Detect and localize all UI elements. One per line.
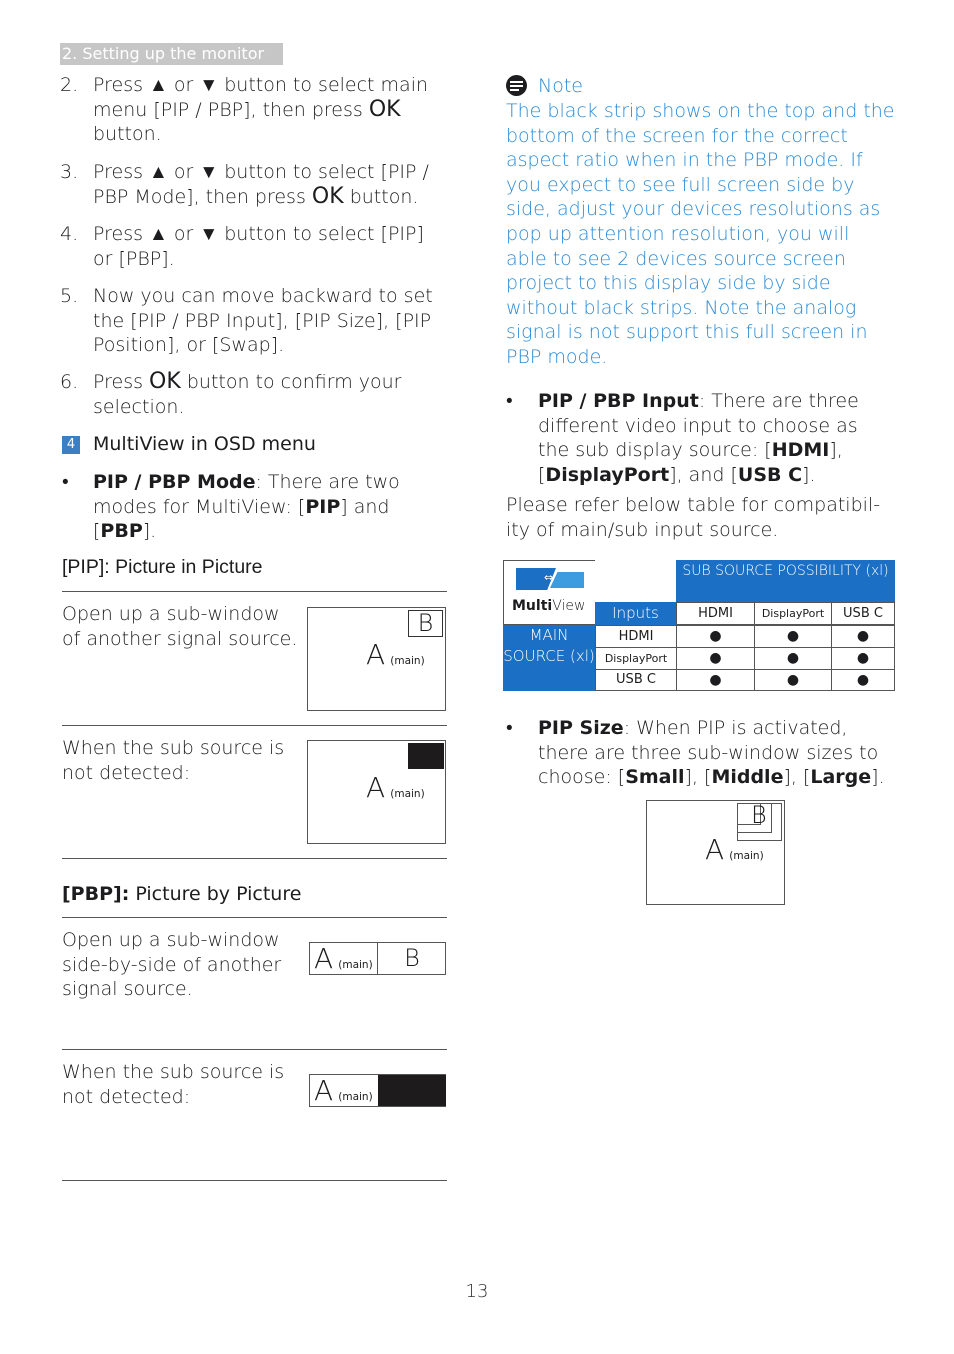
divider (62, 858, 447, 859)
sub-window: B (404, 944, 420, 972)
down-arrow-icon: ▼ (199, 74, 219, 96)
sub-source-header: SUB SOURCE POSSIBILITY (xl) (676, 560, 895, 602)
black-sub-window (378, 1075, 446, 1106)
section-title: MultiView in OSD menu (93, 433, 316, 455)
page-number: 13 (465, 1281, 489, 1302)
pbp-diagram (309, 942, 446, 975)
compatibility-table (503, 560, 895, 691)
step-number: 4. (60, 223, 79, 245)
table-cell: ● (831, 647, 895, 670)
up-arrow-icon: ▲ (149, 161, 168, 183)
pip-heading: [PIP]: Picture in Picture (62, 556, 263, 578)
down-arrow-icon: ▼ (199, 223, 219, 245)
up-arrow-icon: ▲ (149, 223, 168, 245)
pip-description: Open up a sub-window of another signal source. (62, 603, 298, 650)
step-number: 6. (60, 371, 79, 393)
multiview-logo-text: MultiView (512, 598, 586, 614)
divider (62, 917, 447, 918)
table-cell: ● (831, 669, 895, 691)
step-6-text: Press OK button to confirm your selection. (93, 369, 402, 418)
pbp-heading: [PBP]: Picture by Picture (62, 883, 302, 905)
pbp-no-source-diagram (309, 1074, 446, 1107)
step-5-text: Now you can move backward to set the [PIP / PBP Input], [PIP Size], [PIP Position], or [Swap]. (93, 285, 433, 356)
bullet-icon: • (62, 471, 69, 493)
pbp-no-source-description: When the sub source is not detected: (62, 1061, 285, 1108)
column-header: HDMI (676, 602, 755, 625)
divider (62, 1180, 447, 1181)
divider (62, 591, 447, 592)
bullet-icon: • (506, 717, 513, 739)
pip-size-bullet: PIP Size: When PIP is activated, there are three sub-window sizes to choose: [Small], [Middle], [Large]. (538, 717, 885, 788)
main-label: A (main) (314, 942, 373, 975)
ok-icon: OK (149, 369, 181, 394)
table-cell: ● (754, 647, 832, 670)
pip-no-source-description: When the sub source is not detected: (62, 737, 285, 784)
pip-pbp-input-bullet: PIP / PBP Input: There are three different video input to choose as the sub display source: [HDMI], [DisplayPort], and [USB C]. (538, 390, 859, 486)
main-source-label: MAIN SOURCE (xl) (503, 625, 595, 691)
step-2-text: Press ▲ or ▼ button to select main menu [PIP / PBP], then press OK button. (93, 74, 429, 145)
table-cell: ● (676, 625, 755, 648)
table-cell: ● (754, 625, 832, 648)
sub-window: B (408, 610, 443, 637)
ok-icon: OK (311, 183, 344, 209)
step-number: 2. (60, 74, 79, 96)
pip-pbp-mode-bullet: PIP / PBP Mode: There are two modes for MultiView: [PIP] and [PBP]. (93, 471, 400, 542)
down-arrow-icon: ▼ (199, 161, 219, 183)
note-title: Note (538, 75, 583, 97)
ok-icon: OK (368, 96, 401, 122)
table-cell: ● (831, 625, 895, 648)
multiview-logo-icon: ⇔ (516, 568, 584, 590)
table-cell: ● (676, 647, 755, 670)
row-label: HDMI (595, 625, 677, 648)
multiview-logo-cell (503, 560, 595, 625)
up-arrow-icon: ▲ (149, 74, 168, 96)
note-icon (506, 75, 527, 96)
pip-diagram (307, 607, 446, 711)
sub-letter: B (751, 801, 767, 829)
pip-no-source-diagram (307, 740, 446, 844)
divider (62, 1049, 447, 1050)
section-number-badge: 4 (62, 436, 80, 454)
main-label: A (main) (314, 1074, 373, 1107)
table-cell: ● (754, 669, 832, 691)
main-label: A (main) (366, 771, 425, 804)
table-cell: ● (676, 669, 755, 691)
step-3-text: Press ▲ or ▼ button to select [PIP / PBP Mode], then press OK button. (93, 161, 429, 209)
bullet-icon: • (506, 390, 513, 412)
column-header: DisplayPort (754, 602, 832, 625)
inputs-label: Inputs (595, 602, 676, 625)
compat-text: Please refer below table for compatibil-ity of main/sub input source. (506, 494, 881, 541)
row-label: DisplayPort (595, 647, 677, 670)
pip-size-diagram (646, 800, 785, 905)
note-text: The black strip shows on the top and the bottom of the screen for the correct aspect ratio when in the PBP mode. If you expect to see full screen side by side, adjust your devices resolutions as pop up attention resolution, you will able to see 2 devices source screen project to this display side by side without black strips. Note the analog signal is not support this full screen in PBP mode. (506, 100, 895, 368)
section-header: 2. Setting up the monitor (60, 43, 283, 65)
column-header: USB C (831, 602, 895, 625)
step-number: 3. (60, 161, 79, 183)
divider (62, 725, 447, 726)
step-4-text: Press ▲ or ▼ button to select [PIP] or [PBP]. (93, 223, 424, 270)
main-label: A (main) (366, 638, 425, 671)
step-number: 5. (60, 285, 79, 307)
row-label: USB C (595, 669, 677, 691)
main-label: A (main) (705, 833, 764, 866)
black-sub-window (408, 743, 444, 769)
pbp-description: Open up a sub-window side-by-side of another signal source. (62, 929, 282, 1000)
